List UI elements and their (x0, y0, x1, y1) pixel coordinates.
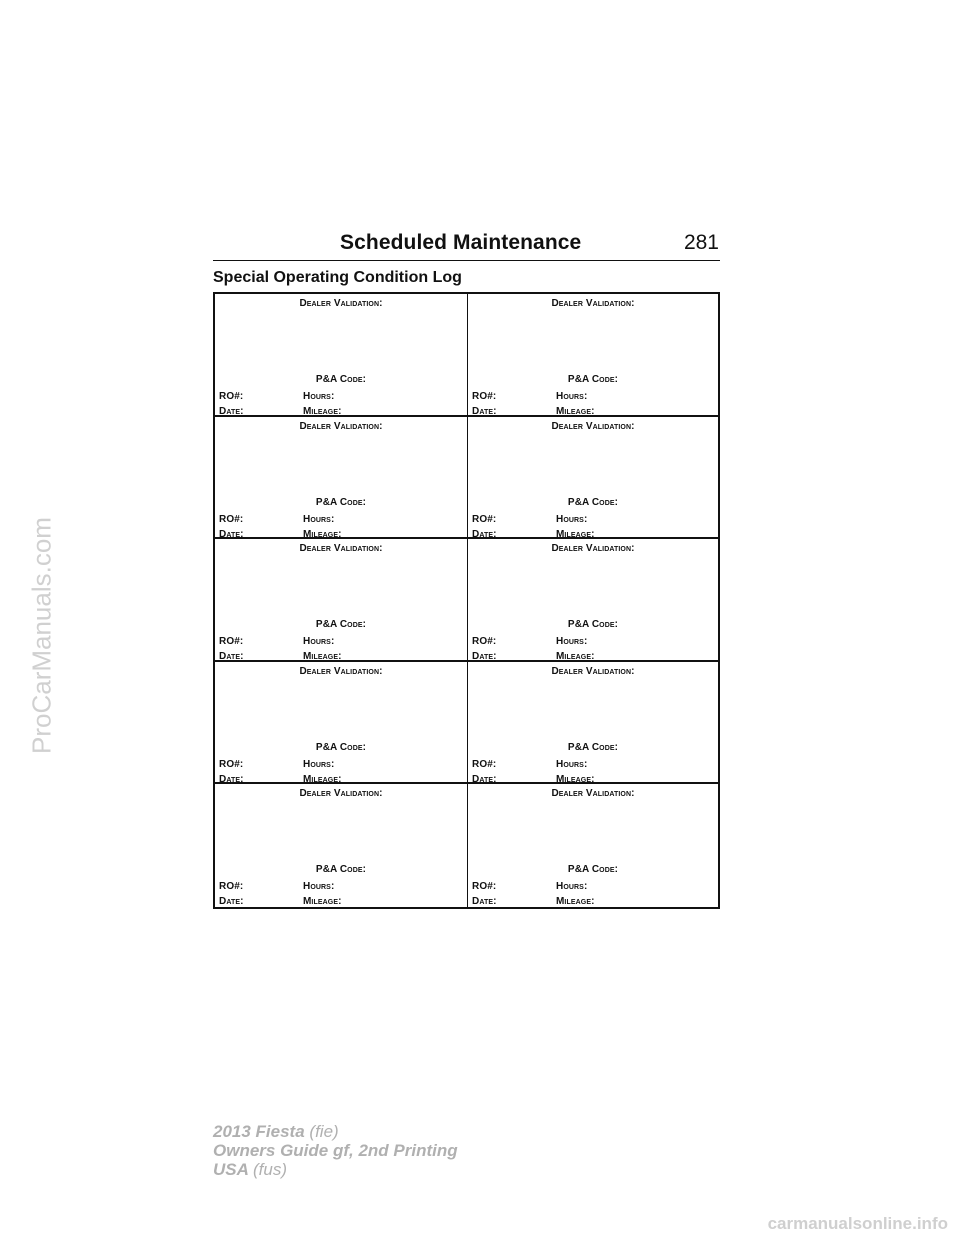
mileage-label: Mileage: (303, 773, 342, 785)
footer-market: USA (213, 1160, 249, 1179)
pa-code-label: P&A Code: (315, 374, 367, 385)
log-entry-cell (215, 417, 468, 540)
bottom-watermark: carmanualsonline.info (767, 1214, 948, 1233)
dealer-validation-label: Dealer Validation: (551, 420, 635, 432)
hours-label: Hours: (303, 513, 335, 525)
condition-log-table (213, 292, 720, 909)
pa-code-label: P&A Code: (315, 741, 367, 753)
page-title: Scheduled Maintenance (340, 231, 582, 254)
ro-label: RO#: (472, 881, 497, 893)
ro-label: RO#: (219, 881, 244, 893)
log-entry-cell (468, 417, 718, 540)
pa-code-label: P&A Code: (567, 864, 619, 876)
hours-label: Hours: (556, 391, 588, 402)
ro-label: RO#: (472, 391, 497, 402)
dealer-validation-label: Dealer Validation: (299, 543, 383, 555)
footer-model: 2013 Fiesta (213, 1122, 305, 1141)
dealer-validation-label: Dealer Validation: (551, 298, 635, 309)
page-header (213, 228, 720, 261)
pa-code-label: P&A Code: (315, 619, 367, 631)
mileage-label: Mileage: (556, 528, 595, 540)
ro-label: RO#: (472, 636, 497, 648)
pa-code-label: P&A Code: (567, 619, 619, 631)
date-label: Date: (472, 406, 497, 417)
dealer-validation-label: Dealer Validation: (551, 543, 635, 555)
ro-label: RO#: (219, 391, 244, 402)
hours-label: Hours: (556, 881, 588, 893)
dealer-validation-label: Dealer Validation: (299, 665, 383, 677)
hours-label: Hours: (303, 391, 335, 402)
ro-label: RO#: (219, 513, 244, 525)
date-label: Date: (219, 773, 244, 785)
mileage-label: Mileage: (556, 773, 595, 785)
log-entry-cell (215, 539, 468, 662)
mileage-label: Mileage: (303, 896, 342, 908)
dealer-validation-label: Dealer Validation: (551, 788, 635, 800)
section-title: Special Operating Condition Log (213, 269, 462, 286)
pa-code-label: P&A Code: (315, 864, 367, 876)
footer-line-1 (213, 1122, 458, 1141)
log-entry-cell (215, 662, 468, 785)
pa-code-label: P&A Code: (567, 496, 619, 508)
log-entry-cell (215, 784, 468, 907)
hours-label: Hours: (556, 758, 588, 770)
mileage-label: Mileage: (303, 406, 342, 417)
mileage-label: Mileage: (556, 896, 595, 908)
pa-code-label: P&A Code: (567, 374, 619, 385)
pa-code-label: P&A Code: (315, 496, 367, 508)
date-label: Date: (472, 528, 497, 540)
ro-label: RO#: (219, 636, 244, 648)
ro-label: RO#: (472, 758, 497, 770)
footer-market-code: (fus) (253, 1160, 287, 1179)
pa-code-label: P&A Code: (567, 741, 619, 753)
footer-model-code: (fie) (309, 1122, 339, 1141)
dealer-validation-label: Dealer Validation: (299, 420, 383, 432)
footer-publication-info (213, 1122, 458, 1179)
log-entry-cell (468, 784, 718, 907)
date-label: Date: (219, 896, 244, 908)
hours-label: Hours: (303, 636, 335, 648)
date-label: Date: (472, 651, 497, 663)
log-entry-cell (468, 662, 718, 785)
log-entry-cell (468, 539, 718, 662)
date-label: Date: (219, 651, 244, 663)
hours-label: Hours: (303, 881, 335, 893)
page-number: 281 (683, 231, 719, 254)
hours-label: Hours: (303, 758, 335, 770)
ro-label: RO#: (472, 513, 497, 525)
hours-label: Hours: (556, 513, 588, 525)
log-entry-cell (215, 294, 468, 417)
dealer-validation-label: Dealer Validation: (299, 788, 383, 800)
side-watermark: ProCarManuals.com (26, 517, 57, 754)
footer-line-2: Owners Guide gf, 2nd Printing (213, 1141, 458, 1160)
mileage-label: Mileage: (556, 406, 595, 417)
mileage-label: Mileage: (556, 651, 595, 663)
date-label: Date: (472, 896, 497, 908)
mileage-label: Mileage: (303, 528, 342, 540)
date-label: Date: (472, 773, 497, 785)
date-label: Date: (219, 528, 244, 540)
dealer-validation-label: Dealer Validation: (299, 298, 383, 309)
mileage-label: Mileage: (303, 651, 342, 663)
dealer-validation-label: Dealer Validation: (551, 665, 635, 677)
ro-label: RO#: (219, 758, 244, 770)
footer-line-3 (213, 1160, 458, 1179)
log-entry-cell (468, 294, 718, 417)
hours-label: Hours: (556, 636, 588, 648)
date-label: Date: (219, 406, 244, 417)
